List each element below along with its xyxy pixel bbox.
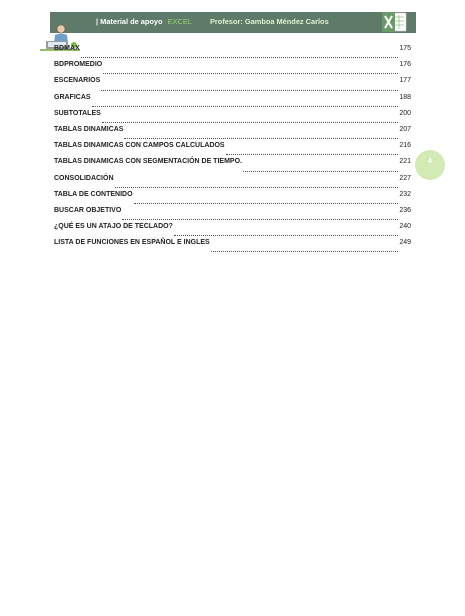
toc-entry-title: GRAFICAS: [54, 93, 91, 101]
toc-entry-page: 207: [399, 125, 411, 133]
toc-entry[interactable]: [54, 191, 411, 207]
toc-entry-page: 216: [399, 142, 411, 150]
toc-entry-page: 232: [399, 190, 411, 198]
toc-dot-leader: [226, 154, 399, 155]
toc-entry[interactable]: [54, 110, 411, 126]
toc-entry[interactable]: [54, 61, 411, 77]
toc-entry-title: ¿QUÉ ES UN ATAJO DE TECLADO?: [54, 223, 173, 231]
toc-entry-page: 176: [399, 61, 411, 69]
header-title: [96, 15, 192, 29]
toc-dot-leader: [103, 73, 398, 74]
toc-dot-leader: [243, 171, 398, 172]
toc-entry-title: TABLAS DINAMICAS: [54, 125, 124, 133]
toc-entry[interactable]: [54, 45, 411, 61]
toc-entry-title: LISTA DE FUNCIONES EN ESPAÑOL E INGLES: [54, 239, 210, 247]
table-of-contents: [54, 45, 411, 255]
toc-entry[interactable]: [54, 207, 411, 223]
toc-dot-leader: [101, 90, 398, 91]
header-title-prefix: | Material de apoyo: [96, 17, 163, 26]
toc-entry[interactable]: [54, 175, 411, 191]
page-number-badge: 4: [415, 150, 445, 180]
toc-entry[interactable]: [54, 142, 411, 158]
toc-entry-title: BDMAX: [54, 45, 80, 52]
toc-entry-title: TABLA DE CONTENIDO: [54, 190, 133, 198]
toc-entry-page: 249: [399, 239, 411, 247]
toc-dot-leader: [122, 219, 398, 220]
toc-entry[interactable]: [54, 239, 411, 255]
toc-entry-title: CONSOLIDACIÓN: [54, 174, 114, 182]
toc-entry[interactable]: [54, 223, 411, 239]
toc-entry-page: 236: [399, 206, 411, 214]
toc-dot-leader: [102, 122, 399, 123]
toc-dot-leader: [134, 203, 399, 204]
toc-entry-title: SUBTOTALES: [54, 109, 101, 117]
toc-entry-page: 221: [399, 158, 411, 166]
toc-dot-leader: [115, 187, 399, 188]
toc-entry-title: BDPROMEDIO: [54, 61, 103, 69]
toc-dot-leader: [174, 235, 398, 236]
toc-entry-page: 200: [399, 109, 411, 117]
excel-logo-icon: [380, 11, 408, 33]
toc-entry[interactable]: [54, 94, 411, 110]
toc-entry-page: 188: [399, 93, 411, 101]
toc-entry[interactable]: [54, 77, 411, 93]
toc-entry-title: TABLAS DINAMICAS CON SEGMENTACIÓN DE TIEMPO.: [54, 158, 242, 166]
toc-entry-title: ESCENARIOS: [54, 77, 101, 85]
toc-dot-leader: [211, 251, 399, 252]
toc-entry-page: 240: [399, 223, 411, 231]
toc-entry-title: BUSCAR OBJETIVO: [54, 206, 122, 214]
toc-dot-leader: [92, 106, 399, 107]
header-title-accent: EXCEL: [167, 17, 192, 26]
header-professor: Profesor: Gamboa Méndez Carlos: [210, 17, 329, 26]
toc-entry-page: 175: [399, 45, 411, 52]
toc-entry-title: TABLAS DINAMICAS CON CAMPOS CALCULADOS: [54, 142, 225, 150]
toc-dot-leader: [81, 57, 399, 58]
toc-dot-leader: [124, 138, 398, 139]
toc-entry[interactable]: [54, 126, 411, 142]
toc-entry-page: 177: [399, 77, 411, 85]
toc-entry-page: 227: [399, 174, 411, 182]
toc-entry[interactable]: [54, 158, 411, 174]
